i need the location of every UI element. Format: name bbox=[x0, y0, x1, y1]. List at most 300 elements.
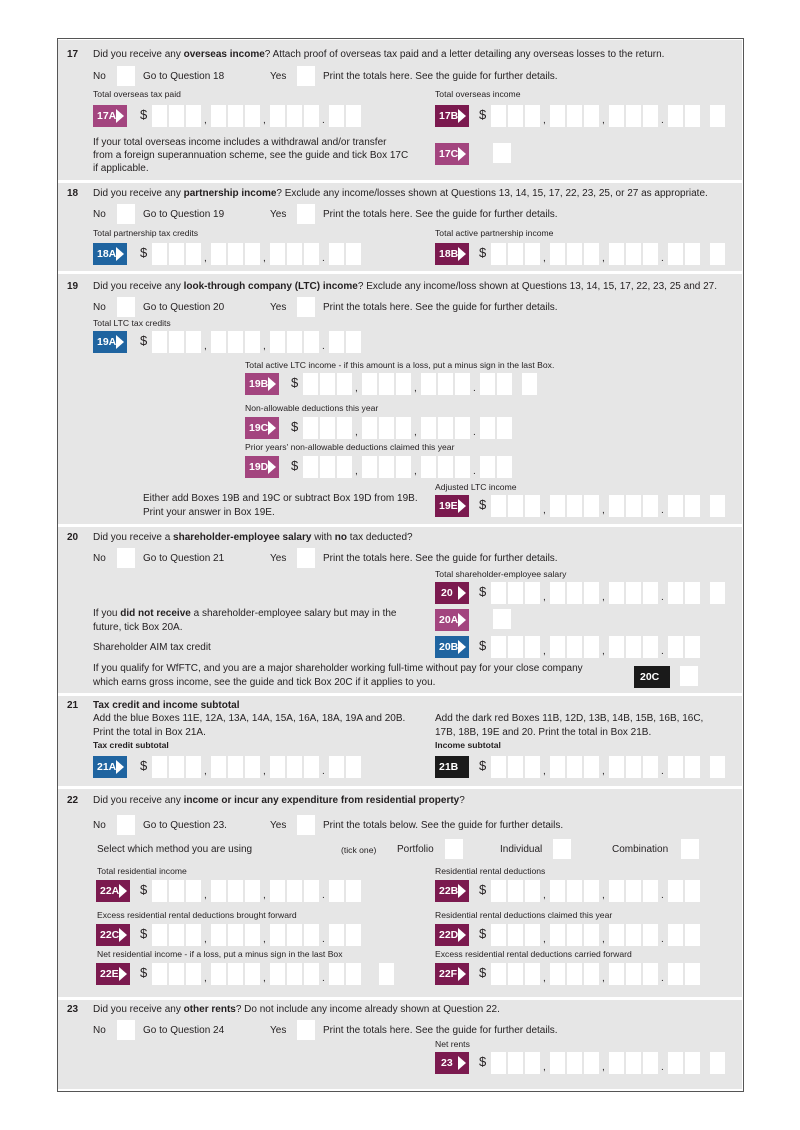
digit-box[interactable] bbox=[186, 963, 201, 985]
yes-checkbox[interactable] bbox=[297, 66, 315, 86]
digit-box[interactable] bbox=[245, 105, 260, 127]
digit-box[interactable] bbox=[379, 456, 394, 478]
text: ? Exclude any income/losses shown at Questions 13, 14, 15, 17, 22, 23, 25, or 27 as appropriate. bbox=[276, 188, 708, 199]
digit-box[interactable] bbox=[668, 924, 683, 946]
digit-box[interactable] bbox=[304, 756, 319, 778]
digit-box[interactable] bbox=[525, 495, 540, 517]
digit-box[interactable] bbox=[329, 756, 344, 778]
digit-box[interactable] bbox=[491, 756, 506, 778]
checkbox-20c[interactable] bbox=[680, 666, 698, 686]
thousands-separator: , bbox=[602, 766, 605, 777]
digit-box[interactable] bbox=[329, 331, 344, 353]
digit-box[interactable] bbox=[186, 243, 201, 265]
instructions: Print the totals here. See the guide for further details. bbox=[323, 1025, 558, 1036]
digit-box[interactable] bbox=[550, 495, 565, 517]
digit-box[interactable] bbox=[685, 243, 700, 265]
digit-box[interactable] bbox=[508, 880, 523, 902]
sign-box[interactable] bbox=[710, 756, 725, 778]
digit-box[interactable] bbox=[609, 636, 624, 658]
digit-box[interactable] bbox=[169, 924, 184, 946]
digit-box[interactable] bbox=[525, 756, 540, 778]
digit-box[interactable] bbox=[287, 331, 302, 353]
digit-box[interactable] bbox=[421, 373, 436, 395]
digit-box[interactable] bbox=[228, 963, 243, 985]
yes-label: Yes bbox=[270, 71, 287, 82]
method-individual-checkbox[interactable] bbox=[553, 839, 571, 859]
digit-box[interactable] bbox=[186, 880, 201, 902]
digit-box[interactable] bbox=[270, 924, 285, 946]
digit-box[interactable] bbox=[438, 456, 453, 478]
no-checkbox[interactable] bbox=[117, 66, 135, 86]
sign-box[interactable] bbox=[710, 1052, 725, 1074]
digit-box[interactable] bbox=[525, 243, 540, 265]
no-checkbox[interactable] bbox=[117, 204, 135, 224]
no-checkbox[interactable] bbox=[117, 548, 135, 568]
digit-box[interactable] bbox=[186, 331, 201, 353]
box-badge-17a: 17A bbox=[93, 105, 127, 127]
digit-box[interactable] bbox=[169, 105, 184, 127]
digit-box[interactable] bbox=[245, 756, 260, 778]
digit-box[interactable] bbox=[508, 1052, 523, 1074]
digit-box[interactable] bbox=[626, 105, 641, 127]
digit-box[interactable] bbox=[152, 963, 167, 985]
thousands-separator: , bbox=[355, 383, 358, 394]
thousands-separator: , bbox=[602, 505, 605, 516]
digit-box[interactable] bbox=[497, 417, 512, 439]
dollar-sign: $ bbox=[140, 758, 148, 773]
digit-box[interactable] bbox=[320, 456, 335, 478]
dollar-sign: $ bbox=[291, 375, 299, 390]
digit-box[interactable] bbox=[169, 331, 184, 353]
digit-box[interactable] bbox=[455, 456, 470, 478]
digit-box[interactable] bbox=[525, 963, 540, 985]
digit-box[interactable] bbox=[609, 880, 624, 902]
digit-box[interactable] bbox=[525, 582, 540, 604]
digit-box[interactable] bbox=[438, 373, 453, 395]
digit-box[interactable] bbox=[211, 331, 226, 353]
digit-box[interactable] bbox=[287, 756, 302, 778]
digit-box[interactable] bbox=[337, 417, 352, 439]
digit-box[interactable] bbox=[362, 373, 377, 395]
digit-box[interactable] bbox=[362, 456, 377, 478]
digit-box[interactable] bbox=[643, 924, 658, 946]
digit-box[interactable] bbox=[304, 880, 319, 902]
digit-box[interactable] bbox=[329, 924, 344, 946]
digit-box[interactable] bbox=[304, 331, 319, 353]
method-option-combination-label: Combination bbox=[612, 844, 669, 855]
digit-box[interactable] bbox=[626, 1052, 641, 1074]
digit-box[interactable] bbox=[421, 456, 436, 478]
dollar-sign: $ bbox=[479, 882, 487, 897]
sign-box[interactable] bbox=[710, 105, 725, 127]
digit-box[interactable] bbox=[497, 373, 512, 395]
digit-box[interactable] bbox=[609, 963, 624, 985]
digit-box[interactable] bbox=[643, 636, 658, 658]
digit-box[interactable] bbox=[152, 105, 167, 127]
dollar-sign: $ bbox=[479, 584, 487, 599]
digit-box[interactable] bbox=[685, 880, 700, 902]
digit-box[interactable] bbox=[455, 417, 470, 439]
digit-box[interactable] bbox=[337, 456, 352, 478]
sign-box[interactable] bbox=[522, 373, 537, 395]
digit-box[interactable] bbox=[584, 963, 599, 985]
digit-box[interactable] bbox=[626, 582, 641, 604]
digit-box[interactable] bbox=[584, 924, 599, 946]
thousands-separator: , bbox=[602, 1062, 605, 1073]
digit-box[interactable] bbox=[346, 880, 361, 902]
digit-box[interactable] bbox=[508, 582, 523, 604]
digit-box[interactable] bbox=[609, 924, 624, 946]
digit-box[interactable] bbox=[287, 963, 302, 985]
digit-box[interactable] bbox=[304, 924, 319, 946]
digit-box[interactable] bbox=[211, 924, 226, 946]
digit-box[interactable] bbox=[626, 756, 641, 778]
instructions: Print the totals here. See the guide for further details. bbox=[323, 553, 558, 564]
digit-box[interactable] bbox=[270, 756, 285, 778]
digit-box[interactable] bbox=[609, 1052, 624, 1074]
digit-box[interactable] bbox=[396, 373, 411, 395]
digit-box[interactable] bbox=[508, 636, 523, 658]
sign-box[interactable] bbox=[379, 963, 394, 985]
decimal-point: . bbox=[322, 934, 325, 945]
digit-box[interactable] bbox=[685, 636, 700, 658]
digit-box[interactable] bbox=[287, 243, 302, 265]
digit-box[interactable] bbox=[643, 963, 658, 985]
digit-box[interactable] bbox=[346, 331, 361, 353]
goto-text: Go to Question 20 bbox=[143, 302, 225, 313]
digit-box[interactable] bbox=[668, 495, 683, 517]
no-label: No bbox=[93, 1025, 106, 1036]
digit-box[interactable] bbox=[609, 105, 624, 127]
digit-box[interactable] bbox=[508, 756, 523, 778]
digit-box[interactable] bbox=[550, 105, 565, 127]
digit-box[interactable] bbox=[643, 105, 658, 127]
digit-box[interactable] bbox=[567, 880, 582, 902]
digit-box[interactable] bbox=[626, 636, 641, 658]
digit-box[interactable] bbox=[287, 105, 302, 127]
text: ? Exclude any income/loss shown at Questions 13, 14, 15, 17, 22, 23, 25 and 27. bbox=[357, 281, 717, 292]
decimal-point: . bbox=[322, 973, 325, 984]
digit-box[interactable] bbox=[491, 636, 506, 658]
question-number: 19 bbox=[67, 281, 79, 292]
digit-box[interactable] bbox=[550, 243, 565, 265]
digit-box[interactable] bbox=[668, 243, 683, 265]
dollar-sign: $ bbox=[479, 638, 487, 653]
digit-box[interactable] bbox=[668, 105, 683, 127]
no-checkbox[interactable] bbox=[117, 1020, 135, 1040]
digit-box[interactable] bbox=[584, 636, 599, 658]
digit-box[interactable] bbox=[346, 243, 361, 265]
digit-box[interactable] bbox=[491, 924, 506, 946]
digit-box[interactable] bbox=[491, 1052, 506, 1074]
digit-box[interactable] bbox=[668, 1052, 683, 1074]
digit-box[interactable] bbox=[346, 105, 361, 127]
digit-box[interactable] bbox=[169, 963, 184, 985]
digit-box[interactable] bbox=[228, 243, 243, 265]
digit-box[interactable] bbox=[668, 880, 683, 902]
digit-box[interactable] bbox=[491, 495, 506, 517]
yes-checkbox[interactable] bbox=[297, 548, 315, 568]
text: Did you receive any bbox=[93, 188, 184, 199]
digit-box[interactable] bbox=[438, 417, 453, 439]
digit-box[interactable] bbox=[550, 756, 565, 778]
digit-box[interactable] bbox=[668, 582, 683, 604]
dollar-sign: $ bbox=[140, 882, 148, 897]
digit-box[interactable] bbox=[550, 880, 565, 902]
digit-box[interactable] bbox=[337, 373, 352, 395]
digit-box[interactable] bbox=[584, 582, 599, 604]
digit-box[interactable] bbox=[270, 105, 285, 127]
digit-box[interactable] bbox=[152, 243, 167, 265]
digit-box[interactable] bbox=[211, 756, 226, 778]
digit-box[interactable] bbox=[245, 963, 260, 985]
digit-box[interactable] bbox=[668, 636, 683, 658]
method-portfolio-checkbox[interactable] bbox=[445, 839, 463, 859]
digit-box[interactable] bbox=[270, 331, 285, 353]
digit-box[interactable] bbox=[211, 243, 226, 265]
digit-box[interactable] bbox=[491, 880, 506, 902]
digit-box[interactable] bbox=[329, 880, 344, 902]
digit-box[interactable] bbox=[152, 880, 167, 902]
question-text bbox=[93, 532, 413, 543]
digit-box[interactable] bbox=[152, 331, 167, 353]
digit-box[interactable] bbox=[584, 105, 599, 127]
question-text bbox=[93, 188, 708, 199]
text: Did you receive any bbox=[93, 795, 184, 806]
digit-box[interactable] bbox=[626, 495, 641, 517]
box-badge-19a: 19A bbox=[93, 331, 127, 353]
digit-box[interactable] bbox=[421, 417, 436, 439]
digit-box[interactable] bbox=[491, 243, 506, 265]
digit-box[interactable] bbox=[270, 243, 285, 265]
digit-box[interactable] bbox=[626, 963, 641, 985]
digit-box[interactable] bbox=[643, 1052, 658, 1074]
decimal-point: . bbox=[322, 115, 325, 126]
digit-box[interactable] bbox=[245, 880, 260, 902]
digit-box[interactable] bbox=[567, 963, 582, 985]
digit-box[interactable] bbox=[567, 105, 582, 127]
digit-box[interactable] bbox=[287, 924, 302, 946]
digit-box[interactable] bbox=[567, 1052, 582, 1074]
digit-box[interactable] bbox=[584, 880, 599, 902]
digit-box[interactable] bbox=[245, 924, 260, 946]
digit-box[interactable] bbox=[480, 456, 495, 478]
digit-box[interactable] bbox=[152, 924, 167, 946]
digit-box[interactable] bbox=[525, 880, 540, 902]
field-label: Tax credit subtotal bbox=[93, 740, 169, 750]
digit-box[interactable] bbox=[303, 417, 318, 439]
digit-box[interactable] bbox=[270, 880, 285, 902]
text: ? Do not include any income already shown at Question 22. bbox=[235, 1004, 500, 1015]
question-number: 20 bbox=[67, 532, 79, 543]
digit-box[interactable] bbox=[228, 924, 243, 946]
dollar-sign: $ bbox=[291, 458, 299, 473]
digit-box[interactable] bbox=[379, 373, 394, 395]
digit-box[interactable] bbox=[455, 373, 470, 395]
dollar-sign: $ bbox=[479, 926, 487, 941]
digit-box[interactable] bbox=[320, 373, 335, 395]
digit-box[interactable] bbox=[609, 243, 624, 265]
digit-box[interactable] bbox=[609, 756, 624, 778]
digit-box[interactable] bbox=[567, 582, 582, 604]
thousands-separator: , bbox=[602, 592, 605, 603]
digit-box[interactable] bbox=[567, 756, 582, 778]
digit-box[interactable] bbox=[525, 1052, 540, 1074]
question-number: 21 bbox=[67, 700, 79, 711]
method-option-portfolio-label: Portfolio bbox=[397, 844, 434, 855]
digit-box[interactable] bbox=[480, 373, 495, 395]
digit-box[interactable] bbox=[228, 105, 243, 127]
digit-box[interactable] bbox=[525, 924, 540, 946]
digit-box[interactable] bbox=[550, 963, 565, 985]
note-text: If your total overseas income includes a withdrawal and/or transfer bbox=[93, 137, 387, 148]
no-checkbox[interactable] bbox=[117, 815, 135, 835]
digit-box[interactable] bbox=[186, 924, 201, 946]
yes-checkbox[interactable] bbox=[297, 297, 315, 317]
digit-box[interactable] bbox=[245, 331, 260, 353]
field-label: Residential rental deductions claimed this year bbox=[435, 910, 613, 920]
digit-box[interactable] bbox=[329, 243, 344, 265]
digit-box[interactable] bbox=[320, 417, 335, 439]
digit-box[interactable] bbox=[169, 243, 184, 265]
sign-box[interactable] bbox=[710, 495, 725, 517]
digit-box[interactable] bbox=[525, 105, 540, 127]
digit-box[interactable] bbox=[567, 924, 582, 946]
thousands-separator: , bbox=[263, 253, 266, 264]
digit-box[interactable] bbox=[169, 880, 184, 902]
digit-box[interactable] bbox=[491, 963, 506, 985]
digit-box[interactable] bbox=[609, 582, 624, 604]
digit-box[interactable] bbox=[228, 756, 243, 778]
digit-box[interactable] bbox=[685, 963, 700, 985]
digit-box[interactable] bbox=[643, 495, 658, 517]
method-label: Select which method you are using bbox=[97, 844, 253, 855]
digit-box[interactable] bbox=[396, 417, 411, 439]
digit-box[interactable] bbox=[228, 331, 243, 353]
decimal-point: . bbox=[661, 973, 664, 984]
digit-box[interactable] bbox=[270, 963, 285, 985]
digit-box[interactable] bbox=[643, 243, 658, 265]
digit-box[interactable] bbox=[329, 105, 344, 127]
digit-box[interactable] bbox=[329, 963, 344, 985]
digit-box[interactable] bbox=[626, 880, 641, 902]
digit-box[interactable] bbox=[685, 582, 700, 604]
digit-box[interactable] bbox=[550, 1052, 565, 1074]
digit-box[interactable] bbox=[346, 963, 361, 985]
no-checkbox[interactable] bbox=[117, 297, 135, 317]
note-text bbox=[93, 608, 397, 619]
digit-box[interactable] bbox=[685, 756, 700, 778]
digit-box[interactable] bbox=[287, 880, 302, 902]
digit-box[interactable] bbox=[211, 880, 226, 902]
digit-box[interactable] bbox=[396, 456, 411, 478]
digit-box[interactable] bbox=[304, 105, 319, 127]
digit-box[interactable] bbox=[169, 756, 184, 778]
digit-box[interactable] bbox=[491, 105, 506, 127]
digit-box[interactable] bbox=[643, 880, 658, 902]
text-bold: overseas income bbox=[183, 49, 265, 60]
digit-box[interactable] bbox=[152, 756, 167, 778]
digit-box[interactable] bbox=[497, 456, 512, 478]
digit-box[interactable] bbox=[304, 963, 319, 985]
digit-box[interactable] bbox=[643, 582, 658, 604]
digit-box[interactable] bbox=[508, 105, 523, 127]
digit-box[interactable] bbox=[211, 963, 226, 985]
digit-box[interactable] bbox=[685, 495, 700, 517]
digit-box[interactable] bbox=[584, 1052, 599, 1074]
text: a shareholder-employee salary but may in the bbox=[190, 608, 397, 619]
digit-box[interactable] bbox=[584, 756, 599, 778]
digit-box[interactable] bbox=[550, 636, 565, 658]
digit-box[interactable] bbox=[303, 373, 318, 395]
box-badge-18a: 18A bbox=[93, 243, 127, 265]
method-combination-checkbox[interactable] bbox=[681, 839, 699, 859]
digit-box[interactable] bbox=[508, 924, 523, 946]
box-badge-21b: 21B bbox=[435, 756, 469, 778]
checkbox-17c[interactable] bbox=[493, 143, 511, 163]
digit-box[interactable] bbox=[668, 756, 683, 778]
thousands-separator: , bbox=[414, 466, 417, 477]
digit-box[interactable] bbox=[186, 756, 201, 778]
digit-box[interactable] bbox=[668, 963, 683, 985]
digit-box[interactable] bbox=[525, 636, 540, 658]
digit-box[interactable] bbox=[346, 756, 361, 778]
text: Did you receive any bbox=[93, 1004, 184, 1015]
digit-box[interactable] bbox=[685, 924, 700, 946]
digit-box[interactable] bbox=[584, 495, 599, 517]
yes-checkbox[interactable] bbox=[297, 1020, 315, 1040]
text: ? bbox=[459, 795, 465, 806]
digit-box[interactable] bbox=[550, 924, 565, 946]
sign-box[interactable] bbox=[710, 243, 725, 265]
digit-box[interactable] bbox=[480, 417, 495, 439]
digit-box[interactable] bbox=[685, 1052, 700, 1074]
digit-box[interactable] bbox=[245, 243, 260, 265]
checkbox-20a[interactable] bbox=[493, 609, 511, 629]
yes-checkbox[interactable] bbox=[297, 815, 315, 835]
digit-box[interactable] bbox=[626, 924, 641, 946]
sign-box[interactable] bbox=[710, 582, 725, 604]
digit-box[interactable] bbox=[609, 495, 624, 517]
field-label: Total partnership tax credits bbox=[93, 228, 199, 238]
digit-box[interactable] bbox=[550, 582, 565, 604]
digit-box[interactable] bbox=[643, 756, 658, 778]
digit-box[interactable] bbox=[211, 105, 226, 127]
text: with bbox=[311, 532, 335, 543]
digit-box[interactable] bbox=[567, 495, 582, 517]
digit-box[interactable] bbox=[186, 105, 201, 127]
digit-box[interactable] bbox=[228, 880, 243, 902]
thousands-separator: , bbox=[543, 766, 546, 777]
digit-box[interactable] bbox=[567, 636, 582, 658]
yes-checkbox[interactable] bbox=[297, 204, 315, 224]
digit-box[interactable] bbox=[508, 243, 523, 265]
dollar-sign: $ bbox=[479, 965, 487, 980]
digit-box[interactable] bbox=[567, 243, 582, 265]
digit-box[interactable] bbox=[584, 243, 599, 265]
digit-box[interactable] bbox=[685, 105, 700, 127]
digit-box[interactable] bbox=[491, 582, 506, 604]
digit-box[interactable] bbox=[362, 417, 377, 439]
no-label: No bbox=[93, 209, 106, 220]
digit-box[interactable] bbox=[346, 924, 361, 946]
digit-box[interactable] bbox=[379, 417, 394, 439]
digit-box[interactable] bbox=[508, 963, 523, 985]
digit-box[interactable] bbox=[303, 456, 318, 478]
digit-box[interactable] bbox=[626, 243, 641, 265]
digit-box[interactable] bbox=[304, 243, 319, 265]
digit-box[interactable] bbox=[508, 495, 523, 517]
